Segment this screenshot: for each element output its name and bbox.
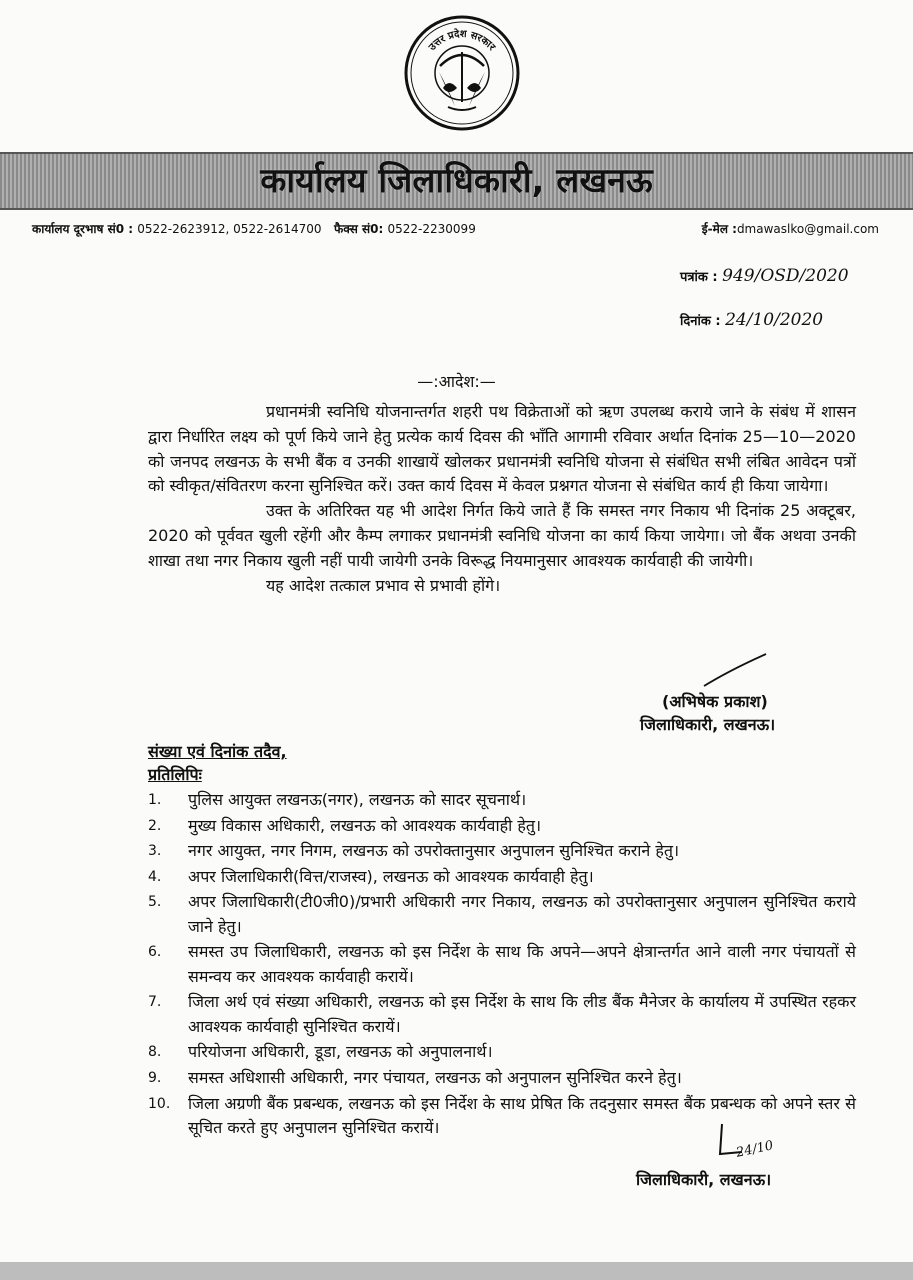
copy-item xyxy=(148,788,856,812)
copy-text: समस्त उप जिलाधिकारी, लखनऊ को इस निर्देश के साथ कि अपने—अपने क्षेत्रान्तर्गत आने वाली नगर पंचायतों से समन्वय कर आवश्यक कार्यवाही करायें। xyxy=(188,942,856,986)
copy-text: जिला अर्थ एवं संख्या अधिकारी, लखनऊ को इस निर्देश के साथ कि लीड बैंक मैनेजर के कार्यालय में उपस्थित रहकर आवश्यक कार्यवाही सुनिश्चित करायें। xyxy=(188,992,856,1036)
copy-item xyxy=(148,1040,856,1064)
signer-name: (अभिषेक प्रकाश) xyxy=(662,692,768,711)
order-body xyxy=(148,400,856,598)
copy-number: 3. xyxy=(148,843,162,860)
letter-number-label: पत्रांक : xyxy=(680,270,718,285)
initial-date: 24/10 xyxy=(734,1138,775,1161)
email-label: ई-मेल : xyxy=(701,222,737,236)
order-paragraph: यह आदेश तत्काल प्रभाव से प्रभावी होंगे। xyxy=(266,575,501,595)
copies-label: प्रतिलिपिः xyxy=(148,765,202,784)
copy-number: 7. xyxy=(148,994,162,1011)
reference-line: संख्या एवं दिनांक तदैव, xyxy=(148,742,287,761)
copy-text: समस्त अधिशासी अधिकारी, नगर पंचायत, लखनऊ को अनुपालन सुनिश्चित करने हेतु। xyxy=(188,1067,682,1087)
letter-date-label: दिनांक : xyxy=(680,314,721,329)
copy-number: 10. xyxy=(148,1095,171,1112)
office-contact xyxy=(32,220,476,237)
copy-list xyxy=(148,788,856,1142)
copy-text: अपर जिलाधिकारी(टी0जी0)/प्रभारी अधिकारी नगर निकाय, लखनऊ को उपरोक्तानुसार अनुपालन सुनिश्चित कराये जाने हेतु। xyxy=(188,892,856,936)
copy-item xyxy=(148,1092,856,1141)
copy-item xyxy=(148,890,856,939)
footer-designation: जिलाधिकारी, लखनऊ। xyxy=(636,1170,772,1189)
order-paragraph: प्रधानमंत्री स्वनिधि योजनान्तर्गत शहरी पथ विक्रेताओं को ऋण उपलब्ध कराये जाने के संबंध में शासन द्वारा निर्धारित लक्ष्य को पूर्ण किये जाने हेतु प्रत्येक कार्य दिवस की भाँति आगामी रविवार अर्थात दिनांक 25—10—2020 को जनपद लखनऊ के सभी बैंक व उनकी शाखायें खोलकर प्रधानमंत्री स्वनिधि योजना से संबंधित सभी लंबित आवेदन पत्रों को स्वीकृत/संवितरण करना सुनिश्चित करें। उक्त कार्य दिवस में केवल प्रश्नगत योजना से संबंधित कार्य ही किया जायेगा। xyxy=(148,402,856,496)
copy-item xyxy=(148,1066,856,1090)
copy-number: 2. xyxy=(148,817,162,834)
order-heading: —:आदेश:— xyxy=(417,372,496,391)
fax-value: 0522-2230099 xyxy=(387,222,476,236)
copy-number: 8. xyxy=(148,1044,162,1061)
letter-date-value: 24/10/2020 xyxy=(725,310,824,330)
copy-number: 4. xyxy=(148,868,162,885)
letter-date xyxy=(680,310,823,330)
copy-item xyxy=(148,865,856,889)
copy-number: 1. xyxy=(148,792,162,808)
email-value: dmawaslko@gmail.com xyxy=(736,222,879,236)
copy-number: 5. xyxy=(148,894,162,911)
phone-value: 0522-2623912, 0522-2614700 xyxy=(137,222,322,236)
copy-text: पुलिस आयुक्त लखनऊ(नगर), लखनऊ को सादर सूचनार्थ। xyxy=(188,790,527,809)
emblem-text: उत्तर प्रदेश सरकार xyxy=(427,28,498,53)
copy-item xyxy=(148,839,856,863)
letter-number xyxy=(680,266,849,286)
order-paragraph: उक्त के अतिरिक्त यह भी आदेश निर्गत किये जाते हैं कि समस्त नगर निकाय भी दिनांक 25 अक्टूबर, 2020 को पूर्ववत खुली रहेंगी और कैम्प लगाकर प्रधानमंत्री स्वनिधि योजना का कार्य किया जायेगा। जो बैंक अथवा उनकी शाखा तथा नगर निकाय खुली नहीं पायी जायेगी उनके विरूद्ध नियमानुसार आवश्यक कार्यवाही की जायेगी। xyxy=(148,501,856,570)
office-title: कार्यालय जिलाधिकारी, लखनऊ xyxy=(260,161,653,201)
copy-number: 9. xyxy=(148,1069,162,1086)
copy-number: 6. xyxy=(148,944,162,961)
office-email xyxy=(702,220,879,237)
copy-item xyxy=(148,814,856,838)
signature-mark xyxy=(700,650,770,690)
copy-text: मुख्य विकास अधिकारी, लखनऊ को आवश्यक कार्यवाही हेतु। xyxy=(188,815,542,835)
letter-number-value: 949/OSD/2020 xyxy=(722,266,849,286)
phone-label: कार्यालय दूरभाष सं0 : xyxy=(32,222,134,236)
copy-text: परियोजना अधिकारी, डूडा, लखनऊ को अनुपालनार्थ। xyxy=(188,1042,493,1062)
bottom-edge xyxy=(0,1262,913,1280)
copy-item xyxy=(148,990,856,1039)
up-government-emblem-icon xyxy=(403,14,521,132)
copy-text: अपर जिलाधिकारी(वित्त/राजस्व), लखनऊ को आवश्यक कार्यवाही हेतु। xyxy=(188,866,594,886)
office-banner xyxy=(0,152,913,210)
copy-text: नगर आयुक्त, नगर निगम, लखनऊ को उपरोक्तानुसार अनुपालन सुनिश्चित कराने हेतु। xyxy=(188,841,680,861)
copy-item xyxy=(148,940,856,989)
signer-designation: जिलाधिकारी, लखनऊ। xyxy=(640,715,776,734)
fax-label: फैक्स सं0: xyxy=(334,222,384,236)
copy-text: जिला अग्रणी बैंक प्रबन्धक, लखनऊ को इस निर्देश के साथ प्रेषित कि तदनुसार समस्त बैंक प्रबन्धक को अपने स्तर से सूचित करते हुए अनुपालन सुनिश्चित करायें। xyxy=(188,1093,856,1137)
